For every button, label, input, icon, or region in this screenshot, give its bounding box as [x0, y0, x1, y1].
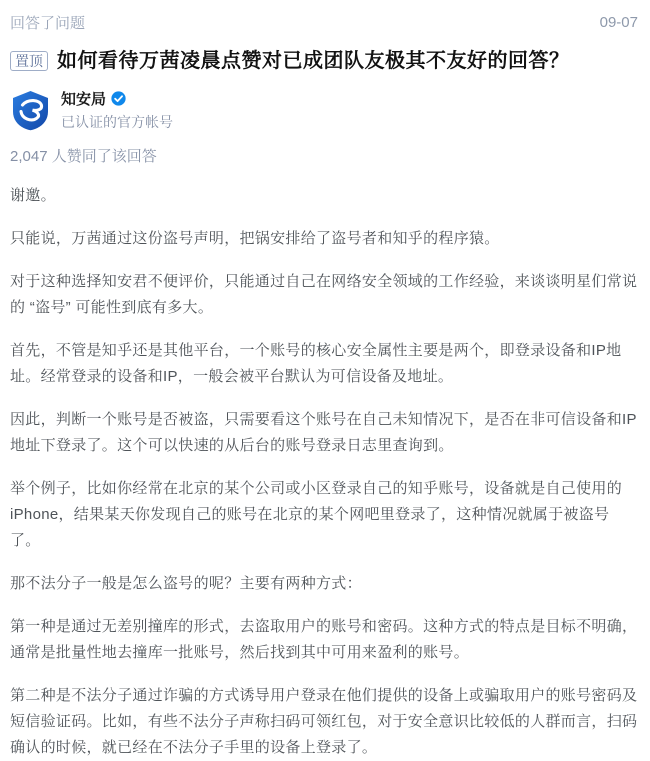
- answer-paragraph: 谢邀。: [10, 187, 56, 204]
- answer-paragraph: 首先，不管是知乎还是其他平台，一个账号的核心安全属性主要是两个，即登录设备和IP地址。经常登录的设备和IP，一般会被平台默认为可信设备及地址。: [10, 342, 622, 385]
- verified-check-icon: [111, 91, 126, 106]
- answer-body: [10, 183, 638, 761]
- author-avatar[interactable]: [10, 90, 51, 131]
- upvote-count: 2,047 人赞同了该回答: [10, 148, 157, 165]
- answer-paragraph: 第一种是通过无差别撞库的形式，去盗取用户的账号和密码。这种方式的特点是目标不明确，通常是批量性地去撞库一批账号，然后找到其中可用来盈利的账号。: [10, 618, 638, 661]
- author-row: [10, 88, 638, 132]
- answer-paragraph: 那不法分子一般是怎么盗号的呢？主要有两种方式：: [10, 575, 362, 592]
- blue-shield-logo-icon: [10, 90, 51, 131]
- feed-action-label: 回答了问题: [10, 15, 86, 32]
- answer-paragraph: 因此，判断一个账号是否被盗，只需要看这个账号在自己未知情况下，是否在非可信设备和IP地址下登录了。这个可以快速的从后台的账号登录日志里查询到。: [10, 411, 637, 454]
- author-meta: [61, 88, 173, 132]
- answer-paragraph: 只能说，万茜通过这份盗号声明，把锅安排给了盗号者和知乎的程序猿。: [10, 230, 500, 247]
- answer-paragraph: 对于这种选择知安君不便评价，只能通过自己在网络安全领域的工作经验，来谈谈明星们常说的 “盗号” 可能性到底有多大。: [10, 273, 638, 316]
- post-date: 09-07: [599, 14, 638, 31]
- pinned-badge: 置顶: [10, 51, 48, 71]
- author-description: 已认证的官方帐号: [61, 114, 173, 130]
- question-title-link[interactable]: 如何看待万茜凌晨点赞对已成团队友极其不友好的回答？: [57, 50, 570, 72]
- answer-paragraph: 举个例子，比如你经常在北京的某个公司或小区登录自己的知乎账号，设备就是自己使用的iPhone，结果某天你发现自己的账号在北京的某个网吧里登录了，这种情况就属于被盗号了。: [10, 480, 623, 549]
- question-title-row: [10, 49, 638, 73]
- author-name[interactable]: 知安局: [61, 91, 107, 108]
- author-name-line: [61, 88, 173, 109]
- feed-header: [10, 10, 638, 33]
- answer-paragraph: 第二种是不法分子通过诈骗的方式诱导用户登录在他们提供的设备上或骗取用户的账号密码及短信验证码。比如，有些不法分子声称扫码可领红包，对于安全意识比较低的人群而言，扫码确认的时候，就已经在不法分子手里的设备上登录了。: [10, 687, 638, 756]
